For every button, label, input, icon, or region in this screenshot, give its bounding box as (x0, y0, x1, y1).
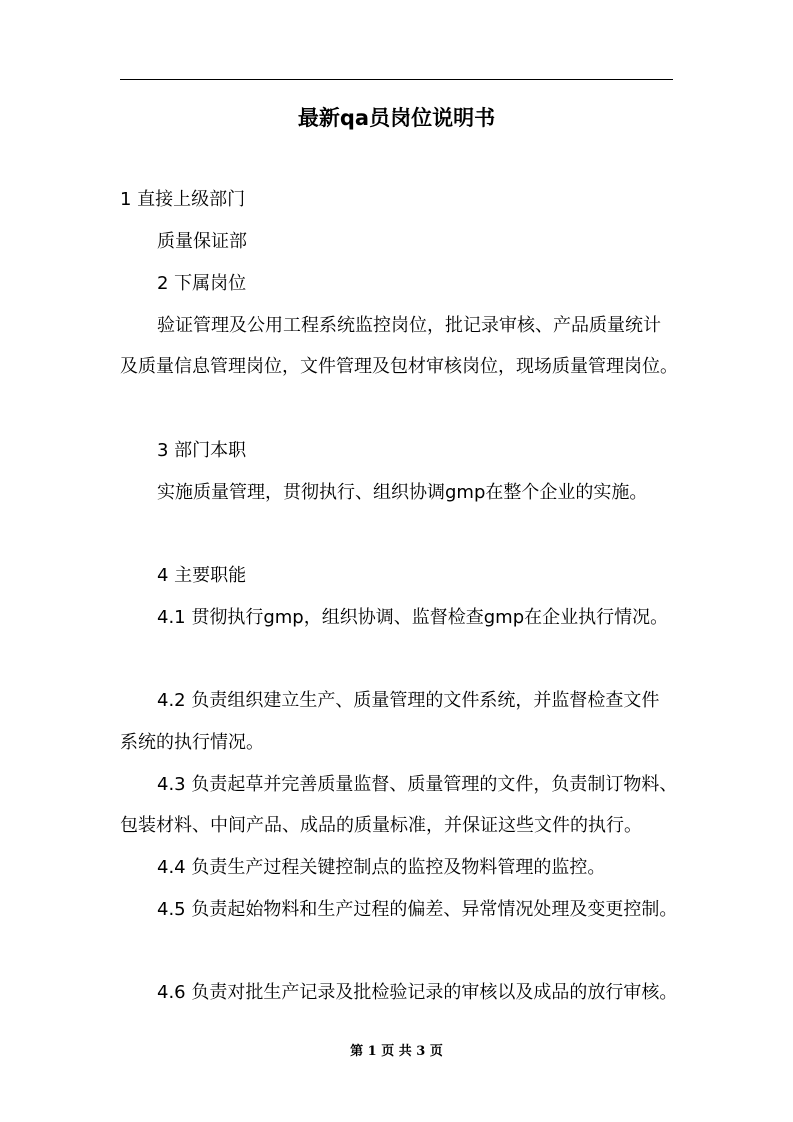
body-text: 4.4 负责生产过程关键控制点的监控及物料管理的监控。 (157, 857, 606, 878)
body-text: 验证管理及公用工程系统监控岗位，批记录审核、产品质量统计 (157, 315, 661, 336)
body-text: 包装材料、中间产品、成品的质量标准，并保证这些文件的执行。 (120, 815, 642, 836)
header-rule (120, 79, 673, 80)
body-text: 系统的执行情况。 (120, 732, 264, 753)
body-text: 4.5 负责起始物料和生产过程的偏差、异常情况处理及变更控制。 (157, 899, 678, 920)
body-text: 实施质量管理，贯彻执行、组织协调gmp在整个企业的实施。 (157, 482, 648, 503)
section-heading: 4 主要职能 (157, 565, 247, 586)
body-text: 质量保证部 (157, 231, 247, 252)
section-heading: 2 下属岗位 (157, 273, 247, 294)
section-heading: 1 直接上级部门 (120, 189, 246, 210)
body-text: 4.1 贯彻执行gmp，组织协调、监督检查gmp在企业执行情况。 (157, 607, 669, 628)
document-title: 最新qa员岗位说明书 (297, 106, 496, 130)
body-text: 4.6 负责对批生产记录及批检验记录的审核以及成品的放行审核。 (157, 982, 678, 1003)
body-text: 4.2 负责组织建立生产、质量管理的文件系统，并监督检查文件 (157, 690, 660, 711)
section-heading: 3 部门本职 (157, 440, 247, 461)
body-text: 4.3 负责起草并完善质量监督、质量管理的文件，负责制订物料、 (157, 774, 678, 795)
page-footer: 第 1 页 共 3 页 (350, 1044, 443, 1059)
body-text: 及质量信息管理岗位，文件管理及包材审核岗位，现场质量管理岗位。 (120, 356, 678, 377)
